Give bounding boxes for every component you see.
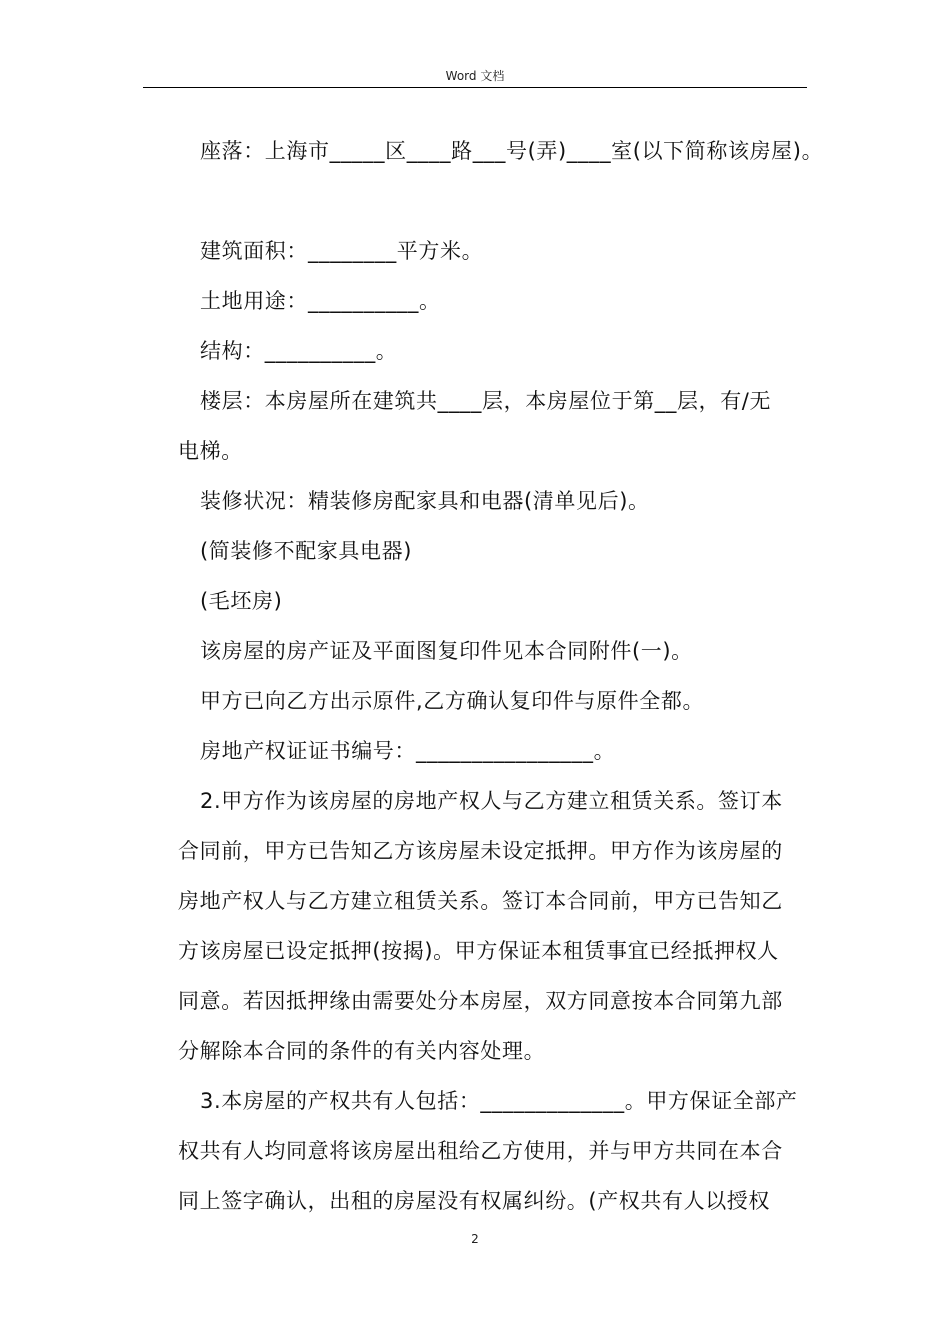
- page-number: 2: [471, 1232, 479, 1246]
- paragraph-structure: 结构：__________。: [200, 339, 398, 363]
- document-body: [178, 128, 824, 1228]
- paragraph-clause-2-line: 房地产权人与乙方建立租赁关系。签订本合同前，甲方已告知乙: [178, 889, 783, 913]
- paragraph-building-area: 建筑面积：________平方米。: [200, 239, 484, 263]
- paragraph-location: 座落：上海市_____区____路___号(弄)____室(以下简称该房屋)。: [200, 139, 824, 163]
- paragraph-clause-2-line: 方该房屋已设定抵押(按揭)。甲方保证本租赁事宜已经抵押权人: [178, 939, 779, 963]
- paragraph-rough-house: (毛坯房): [200, 589, 283, 613]
- paragraph-clause-2-line: 合同前，甲方已告知乙方该房屋未设定抵押。甲方作为该房屋的: [178, 839, 783, 863]
- paragraph-decoration: 装修状况：精装修房配家具和电器(清单见后)。: [200, 489, 650, 513]
- paragraph-clause-2-line: 分解除本合同的条件的有关内容处理。: [178, 1039, 546, 1063]
- paragraph-clause-2-line: 同意。若因抵押缘由需要处分本房屋，双方同意按本合同第九部: [178, 989, 783, 1013]
- paragraph-clause-3: 3.本房屋的产权共有人包括：_____________。甲方保证全部产: [200, 1089, 798, 1113]
- paragraph-simple-decoration: (简装修不配家具电器): [200, 539, 412, 563]
- paragraph-clause-3-line: 权共有人均同意将该房屋出租给乙方使用，并与甲方共同在本合: [178, 1139, 783, 1163]
- paragraph-floor-cont: 电梯。: [178, 439, 243, 463]
- paragraph-floor: 楼层：本房屋所在建筑共____层，本房屋位于第__层，有/无: [200, 389, 772, 413]
- paragraph-clause-2: 2.甲方作为该房屋的房地产权人与乙方建立租赁关系。签订本: [200, 789, 783, 813]
- header-divider: [143, 87, 807, 88]
- paragraph-clause-3-line: 同上签字确认，出租的房屋没有权属纠纷。(产权共有人以授权: [178, 1189, 770, 1213]
- paragraph-land-use: 土地用途：__________。: [200, 289, 441, 313]
- page-header: Word 文档: [445, 69, 505, 83]
- paragraph-certificate-copy: 该房屋的房产证及平面图复印件见本合同附件(一)。: [200, 639, 693, 663]
- paragraph-certificate-number: 房地产权证证书编号：________________。: [200, 739, 616, 763]
- paragraph-original-shown: 甲方已向乙方出示原件,乙方确认复印件与原件全都。: [200, 689, 705, 713]
